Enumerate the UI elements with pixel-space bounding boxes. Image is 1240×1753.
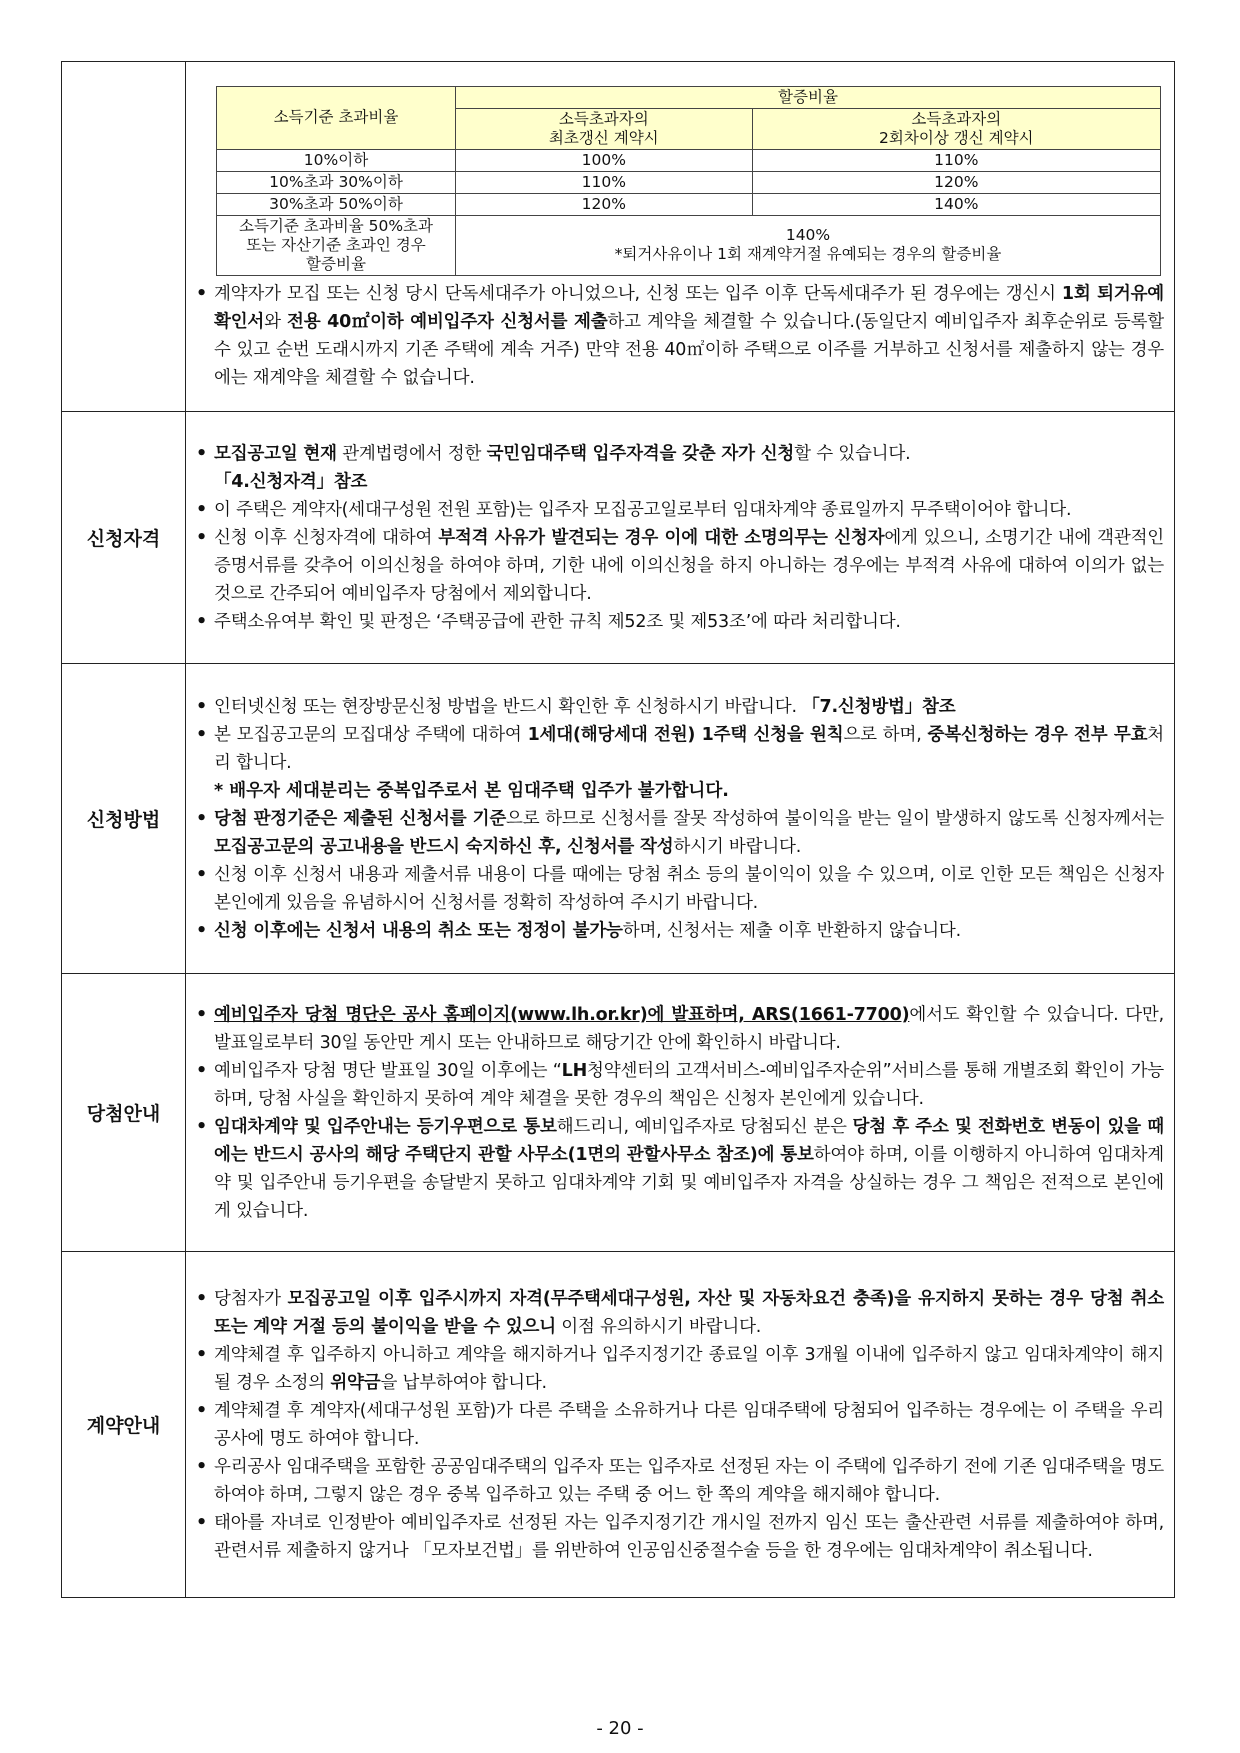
list-item: • 당첨 판정기준은 제출된 신청서를 기준으로 하므로 신청서를 잘못 작성하여 불이익을 받는 일이 발생하지 않도록 신청자께서는 모집공고문의 공고내용을 반드시 숙지하신 후, 신청서를 작성하시기 바랍니다.: [196, 808, 1164, 857]
last-value: 140% *퇴거사유이나 1회 재계약거절 유예되는 경우의 할증비율: [456, 215, 1161, 275]
table-row: [217, 215, 1161, 275]
section-label: 당첨안내: [62, 974, 186, 1252]
list-item: • 신청 이후 신청자격에 대하여 부적격 사유가 발견되는 경우 이에 대한 소명의무는 신청자에게 있으니, 소명기간 내에 객관적인 증명서류를 갖추어 이의신청을 하여야 하며, 기한 내에 이의신청을 하지 아니하는 경우에는 부적격 사유에 대하여 이의가 없는 것으로 간주되어 예비입주자 당첨에서 제외합니다.: [196, 527, 1164, 604]
list-item: • 신청 이후에는 신청서 내용의 취소 또는 정정이 불가능하며, 신청서는 제출 이후 반환하지 않습니다.: [196, 920, 961, 941]
list-item: • 계약체결 후 계약자(세대구성원 포함)가 다른 주택을 소유하거나 다른 임대주택에 당첨되어 입주하는 경우에는 이 주택을 우리공사에 명도 하여야 합니다.: [196, 1400, 1164, 1449]
list-item: • 신청 이후 신청서 내용과 제출서류 내용이 다를 때에는 당첨 취소 등의 불이익이 있을 수 있으며, 이로 인한 모든 책임은 신청자 본인에게 있음을 유념하시어 신청서를 정확히 작성하여 주시기 바랍니다.: [196, 864, 1164, 913]
header-surcharge-ratio: 할증비율: [456, 86, 1161, 108]
list-item: • 인터넷신청 또는 현장방문신청 방법을 반드시 확인한 후 신청하시기 바랍니다. 「7.신청방법」참조: [196, 696, 956, 717]
section-application-method: [62, 664, 1175, 974]
table-row: 10%초과 30%이하 110% 120%: [217, 171, 1161, 193]
section-label: 신청방법: [62, 664, 186, 974]
list-item: • 예비입주자 당첨 명단은 공사 홈페이지(www.lh.or.kr)에 발표하며, ARS(1661-7700)에서도 확인할 수 있습니다. 다만, 발표일로부터 30일 동안만 게시 또는 안내하므로 해당기간 안에 확인하시 바랍니다.: [196, 1004, 1164, 1053]
surcharge-rate-table: [216, 86, 1161, 276]
section-content: [186, 974, 1175, 1252]
header-first-renewal: 소득초과자의 최초갱신 계약시: [456, 108, 753, 149]
section-contract-notice: [62, 1252, 1175, 1598]
section-content: [186, 62, 1175, 412]
section-content: [186, 664, 1175, 974]
section-winner-notice: [62, 974, 1175, 1252]
section-eligibility: [62, 412, 1175, 664]
info-table: [61, 61, 1175, 1598]
list-item: • 임대차계약 및 입주안내는 등기우편으로 통보해드리니, 예비입주자로 당첨되신 분은 당첨 후 주소 및 전화번호 변동이 있을 때에는 반드시 공사의 해당 주택단지 관할 사무소(1면의 관할사무소 참조)에 통보하여야 하며, 이를 이행하지 아니하여 임대차계약 및 입주안내 등기우편을 송달받지 못하고 임대차계약 기회 및 예비입주자 자격을 상실하는 경우 그 책임은 전적으로 본인에게 있습니다.: [196, 1116, 1165, 1221]
list-item: • 모집공고일 현재 관계법령에서 정한 국민임대주택 입주자격을 갖춘 자가 신청할 수 있습니다. 「4.신청자격」참조: [196, 443, 911, 492]
list-item: • 계약자가 모집 또는 신청 당시 단독세대주가 아니었으나, 신청 또는 입주 이후 단독세대주가 된 경우에는 갱신시 1회 퇴거유예 확인서와 전용 40㎡이하 예비입주자 신청서를 제출하고 계약을 체결할 수 있습니다.(동일단지 예비입주자 최후순위로 등록할 수 있고 순번 도래시까지 기존 주택에 계속 거주) 만약 전용 40㎡이하 주택으로 이주를 거부하고 신청서를 제출하지 않는 경우에는 재계약을 체결할 수 없습니다.: [196, 283, 1164, 388]
list-item: • 우리공사 임대주택을 포함한 공공임대주택의 입주자 또는 입주자로 선정된 자는 이 주택에 입주하기 전에 기존 임대주택을 명도하여야 하며, 그렇지 않은 경우 중복 입주하고 있는 주택 중 어느 한 쪽의 계약을 해지해야 합니다.: [196, 1456, 1164, 1505]
list-item: • 예비입주자 당첨 명단 발표일 30일 이후에는 “LH청약센터의 고객서비스-예비입주자순위”서비스를 통해 개별조회 확인이 가능하며, 당첨 사실을 확인하지 못하여 계약 체결을 못한 경우의 책임은 신청자 본인에게 있습니다.: [196, 1060, 1164, 1109]
note-spouse: * 배우자 세대분리는 중복입주로서 본 임대주택 입주가 불가합니다.: [214, 780, 729, 801]
table-row: 10%이하 100% 110%: [217, 149, 1161, 171]
section-surcharge: [62, 62, 1175, 412]
header-second-renewal: 소득초과자의 2회차이상 갱신 계약시: [752, 108, 1160, 149]
list-item: • 태아를 자녀로 인정받아 예비입주자로 선정된 자는 입주지정기간 개시일 전까지 임신 또는 출산관련 서류를 제출하여야 하며, 관련서류 제출하지 않거나 「모자보건법」를 위반하여 인공임신중절수술 등을 한 경우에는 임대차계약이 취소됩니다.: [196, 1512, 1164, 1561]
section-content: [186, 412, 1175, 664]
list-item: • 계약체결 후 입주하지 아니하고 계약을 해지하거나 입주지정기간 종료일 이후 3개월 이내에 입주하지 않고 임대차계약이 해지될 경우 소정의 위약금을 납부하여야 합니다.: [196, 1344, 1164, 1393]
page-number: - 20 -: [596, 1718, 644, 1739]
section-label: 신청자격: [62, 412, 186, 664]
list-item: • 주택소유여부 확인 및 판정은 ‘주택공급에 관한 규칙 제52조 및 제53조’에 따라 처리합니다.: [196, 611, 901, 632]
section-content: [186, 1252, 1175, 1598]
header-income-ratio: 소득기준 초과비율: [217, 86, 456, 149]
section-label: 계약안내: [62, 1252, 186, 1598]
list-item: • 이 주택은 계약자(세대구성원 전원 포함)는 입주자 모집공고일로부터 임대차계약 종료일까지 무주택이어야 합니다.: [196, 499, 1072, 520]
table-row: 30%초과 50%이하 120% 140%: [217, 193, 1161, 215]
page: [61, 61, 1175, 1598]
last-ratio: 소득기준 초과비율 50%초과 또는 자산기준 초과인 경우 할증비율: [217, 215, 456, 275]
list-item: • 본 모집공고문의 모집대상 주택에 대하여 1세대(해당세대 전원) 1주택 신청을 원칙으로 하며, 중복신청하는 경우 전부 무효처리 합니다.: [196, 724, 1164, 773]
list-item: • 당첨자가 모집공고일 이후 입주시까지 자격(무주택세대구성원, 자산 및 자동차요건 충족)을 유지하지 못하는 경우 당첨 취소 또는 계약 거절 등의 불이익을 받을 수 있으니 이점 유의하시기 바랍니다.: [196, 1288, 1164, 1337]
section-label-empty: [62, 62, 186, 412]
